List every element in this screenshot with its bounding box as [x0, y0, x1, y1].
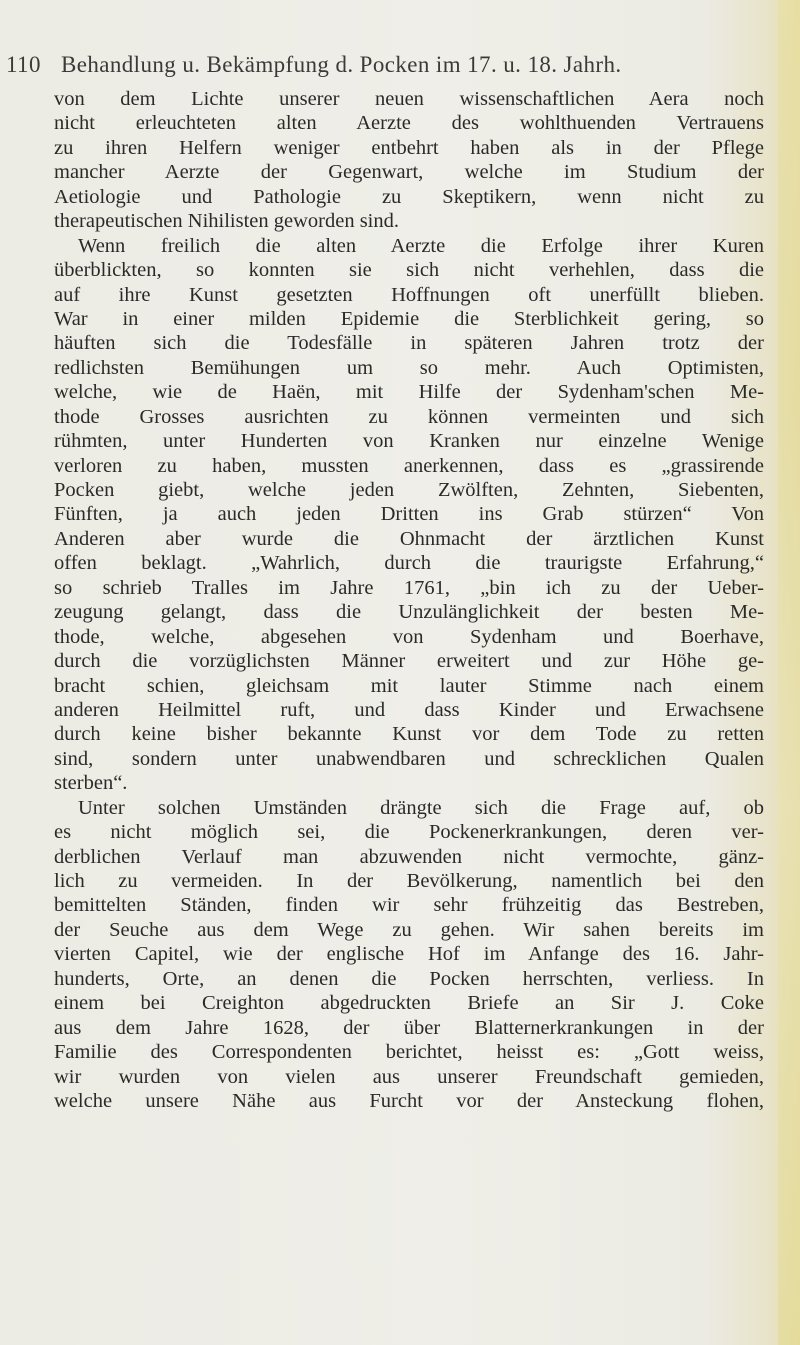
text-line: mancher Aerzte der Gegenwart, welche im Studium der: [54, 161, 764, 184]
text-line: Pocken giebt, welche jeden Zwölften, Zehnten, Siebenten,: [54, 479, 764, 501]
text-line: hunderts, Orte, an denen die Pocken herrschten, verliess. In: [54, 967, 764, 990]
text-line: therapeutischen Nihilisten geworden sind.: [54, 210, 399, 233]
text-line: überblickten, so konnten sie sich nicht verhehlen, dass die: [54, 259, 764, 282]
text-line: redlichsten Bemühungen um so mehr. Auch Optimisten,: [54, 356, 764, 379]
text-line: welche unsere Nähe aus Furcht vor der Ansteckung flohen,: [54, 1089, 764, 1112]
text-line: so schrieb Tralles im Jahre 1761, „bin ich zu der Ueber-: [54, 576, 764, 599]
text-line: Unter solchen Umständen drängte sich die Frage auf, ob: [78, 796, 764, 819]
running-header: [6, 52, 622, 78]
text-line: offen beklagt. „Wahrlich, durch die traurigste Erfahrung,“: [54, 552, 764, 575]
text-line: verloren zu haben, mussten anerkennen, dass es „grassirende: [54, 454, 764, 477]
text-line: Fünften, ja auch jeden Dritten ins Grab stürzen“ Von: [54, 503, 764, 526]
text-line: auf ihre Kunst gesetzten Hoffnungen oft unerfüllt blieben.: [54, 283, 764, 306]
text-line: der Seuche aus dem Wege zu gehen. Wir sahen bereits im: [54, 918, 764, 941]
text-line: thode Grosses ausrichten zu können vermeinten und sich: [54, 405, 764, 428]
text-line: es nicht möglich sei, die Pockenerkrankungen, deren ver-: [54, 821, 764, 844]
page-edge-discoloration: [778, 0, 800, 1345]
running-title: Behandlung u. Bekämpfung d. Pocken im 17. u. 18. Jahrh.: [61, 52, 622, 77]
text-line: zu ihren Helfern weniger entbehrt haben als in der Pflege: [54, 136, 764, 159]
text-line: thode, welche, abgesehen von Sydenham und Boerhave,: [54, 625, 764, 648]
text-line: von dem Lichte unserer neuen wissenschaftlichen Aera noch: [54, 88, 764, 110]
text-line: sterben“.: [54, 772, 128, 795]
text-line: Aetiologie und Pathologie zu Skeptikern, wenn nicht zu: [54, 185, 764, 208]
text-line: sind, sondern unter unabwendbaren und schrecklichen Qualen: [54, 747, 764, 770]
text-line: durch keine bisher bekannte Kunst vor dem Tode zu retten: [54, 723, 764, 746]
text-line: vierten Capitel, wie der englische Hof im Anfange des 16. Jahr-: [54, 943, 764, 966]
text-line: einem bei Creighton abgedruckten Briefe an Sir J. Coke: [54, 992, 764, 1015]
text-line: derblichen Verlauf man abzuwenden nicht vermochte, gänz-: [54, 845, 764, 868]
text-line: durch die vorzüglichsten Männer erweitert und zur Höhe ge-: [54, 650, 764, 673]
text-line: anderen Heilmittel ruft, und dass Kinder und Erwachsene: [54, 698, 764, 721]
text-line: rühmten, unter Hunderten von Kranken nur einzelne Wenige: [54, 430, 764, 453]
text-line: welche, wie de Haën, mit Hilfe der Sydenham'schen Me-: [54, 381, 764, 404]
text-line: Anderen aber wurde die Ohnmacht der ärztlichen Kunst: [54, 527, 764, 550]
body-text: [54, 87, 764, 1113]
text-line: aus dem Jahre 1628, der über Blatternerkrankungen in der: [54, 1016, 764, 1039]
text-line: bemittelten Ständen, finden wir sehr frühzeitig das Bestreben,: [54, 894, 764, 917]
text-line: lich zu vermeiden. In der Bevölkerung, namentlich bei den: [54, 870, 764, 892]
text-line: War in einer milden Epidemie die Sterblichkeit gering, so: [54, 307, 764, 330]
text-line: bracht schien, gleichsam mit lauter Stimme nach einem: [54, 674, 764, 697]
text-line: nicht erleuchteten alten Aerzte des wohlthuenden Vertrauens: [54, 112, 764, 135]
text-line: Wenn freilich die alten Aerzte die Erfolge ihrer Kuren: [78, 234, 764, 257]
text-line: wir wurden von vielen aus unserer Freundschaft gemieden,: [54, 1065, 764, 1088]
text-line: häuften sich die Todesfälle in späteren Jahren trotz der: [54, 332, 764, 355]
text-line: Familie des Correspondenten berichtet, heisst es: „Gott weiss,: [54, 1041, 764, 1064]
page-number: 110: [6, 52, 41, 77]
text-line: zeugung gelangt, dass die Unzulänglichkeit der besten Me-: [54, 601, 764, 624]
